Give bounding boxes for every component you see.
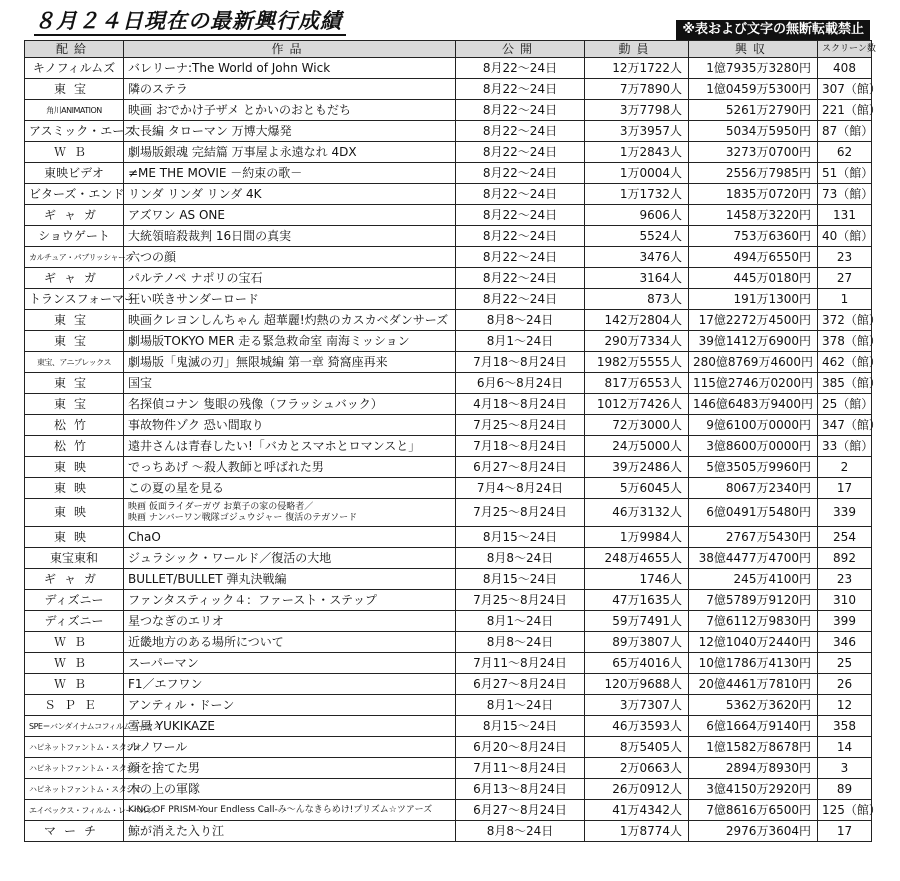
attendance-cell: 1012万7426人 [585,394,689,415]
table-row [25,653,872,674]
distributor-cell: ディズニー [25,590,124,611]
table-row [25,527,872,548]
table-body [25,58,881,842]
attendance-cell: 1746人 [585,569,689,590]
screens-cell: 347（館） [818,415,872,436]
period-cell: 8月1～24日 [456,695,585,716]
title-cell: F1／エフワン [124,674,456,695]
title-cell: 劇場版TOKYO MER 走る緊急救命室 南海ミッション [124,331,456,352]
screens-cell: 26 [818,674,872,695]
copyright-notice: ※表および文字の無断転載禁止 [676,20,870,40]
distributor-cell: ＷＢ [25,653,124,674]
title-cell: 顔を捨てた男 [124,758,456,779]
screens-cell: 462（館） [818,352,872,373]
title-line-2: 映画 ナンバーワン戦隊ゴジュウジャー 復活のテガソード [128,512,358,523]
period-cell: 7月25～8月24日 [456,590,585,611]
gross-cell: 7億8616万6500円 [689,800,818,821]
attendance-cell: 1万9984人 [585,527,689,548]
period-cell: 8月22～24日 [456,100,585,121]
table-row [25,352,872,373]
attendance-cell: 3164人 [585,268,689,289]
gross-cell: 5362万3620円 [689,695,818,716]
title-cell: 劇場版銀魂 完結篇 万事屋よ永遠なれ 4DX [124,142,456,163]
distributor-cell: ハピネットファントム・スタジオ [25,758,124,779]
table-row [25,499,872,527]
attendance-cell: 1万0004人 [585,163,689,184]
attendance-cell: 65万4016人 [585,653,689,674]
table-row [25,310,872,331]
distributor-cell: 東映 [25,527,124,548]
gross-cell: 191万1300円 [689,289,818,310]
screens-cell: 12 [818,695,872,716]
title-cell: 鯨が消えた入り江 [124,821,456,842]
gross-cell: 39億1412万6900円 [689,331,818,352]
screens-cell: 385（館） [818,373,872,394]
table-row [25,716,872,737]
title-cell: 映画クレヨンしんちゃん 超華麗!灼熱のカスカベダンサーズ [124,310,456,331]
period-cell: 7月11～8月24日 [456,758,585,779]
period-cell: 6月27～8月24日 [456,674,585,695]
period-cell: 6月6～8月24日 [456,373,585,394]
distributor-cell: ディズニー [25,611,124,632]
distributor-cell: ＷＢ [25,142,124,163]
screens-cell: 399 [818,611,872,632]
gross-cell: 6億0491万5480円 [689,499,818,527]
table-row [25,478,872,499]
table-row [25,373,872,394]
screens-cell: 125（館） [818,800,872,821]
table-row [25,695,872,716]
period-cell: 8月22～24日 [456,205,585,226]
screens-cell: 221（館） [818,100,872,121]
table-row [25,289,872,310]
table-row [25,590,872,611]
title-cell: この夏の星を見る [124,478,456,499]
title-cell: KING OF PRISM-Your Endless Call-み～んなきらめけ!プリズム☆ツアーズ [124,800,456,821]
col-title-header: 作品 [124,41,456,58]
gross-cell: 5034万5950円 [689,121,818,142]
gross-cell: 2767万5430円 [689,527,818,548]
title-cell: 木の上の軍隊 [124,779,456,800]
distributor-cell: ギャガ [25,205,124,226]
distributor-cell: 東宝東和 [25,548,124,569]
attendance-cell: 12万1722人 [585,58,689,79]
screens-cell: 307（館） [818,79,872,100]
title-cell: 事故物件ゾク 恐い間取り [124,415,456,436]
title-cell: 映画 おでかけ子ザメ とかいのおともだち [124,100,456,121]
distributor-cell: 東宝 [25,310,124,331]
title-cell: リンダ リンダ リンダ 4K [124,184,456,205]
attendance-cell: 3万3957人 [585,121,689,142]
gross-cell: 5億3505万9960円 [689,457,818,478]
attendance-cell: 72万3000人 [585,415,689,436]
screens-cell: 131 [818,205,872,226]
attendance-cell: 1982万5555人 [585,352,689,373]
table-row [25,331,872,352]
gross-cell: 115億2746万0200円 [689,373,818,394]
attendance-cell: 3476人 [585,247,689,268]
title-cell: バレリーナ:The World of John Wick [124,58,456,79]
distributor-cell: エイベックス・フィルム・レーベルズ [25,800,124,821]
table-row [25,611,872,632]
title-cell: ルノワール [124,737,456,758]
gross-cell: 280億8769万4600円 [689,352,818,373]
title-cell: BULLET/BULLET 弾丸決戦編 [124,569,456,590]
period-cell: 8月8～24日 [456,548,585,569]
gross-cell: 1458万3220円 [689,205,818,226]
distributor-cell: ビターズ・エンド [25,184,124,205]
screens-cell: 89 [818,779,872,800]
table-row [25,121,872,142]
distributor-cell: ハピネットファントム・スタジオ [25,779,124,800]
period-cell: 8月22～24日 [456,268,585,289]
table-row [25,163,872,184]
attendance-cell: 89万3807人 [585,632,689,653]
distributor-cell: 東映 [25,478,124,499]
title-cell: 名探偵コナン 隻眼の残像（フラッシュバック） [124,394,456,415]
attendance-cell: 248万4655人 [585,548,689,569]
title-cell: 六つの顔 [124,247,456,268]
screens-cell: 372（館） [818,310,872,331]
attendance-cell: 817万6553人 [585,373,689,394]
gross-cell: 753万6360円 [689,226,818,247]
gross-cell: 12億1040万2440円 [689,632,818,653]
table-header-row [25,41,872,58]
title-cell: ファンタスティック４：ファースト・ステップ [124,590,456,611]
gross-cell: 3億8600万0000円 [689,436,818,457]
attendance-cell: 47万1635人 [585,590,689,611]
distributor-cell: ギャガ [25,569,124,590]
distributor-cell: トランスフォーマー [25,289,124,310]
gross-cell: 3億4150万2920円 [689,779,818,800]
distributor-cell: 東宝 [25,394,124,415]
period-cell: 8月22～24日 [456,184,585,205]
gross-cell: 7億6112万9830円 [689,611,818,632]
distributor-cell: 東宝 [25,79,124,100]
title-cell: 近畿地方のある場所について [124,632,456,653]
period-cell: 8月1～24日 [456,611,585,632]
screens-cell: 17 [818,478,872,499]
attendance-cell: 7万7890人 [585,79,689,100]
screens-cell: 14 [818,737,872,758]
attendance-cell: 24万5000人 [585,436,689,457]
gross-cell: 17億2272万4500円 [689,310,818,331]
period-cell: 7月4～8月24日 [456,478,585,499]
table-row [25,737,872,758]
gross-cell: 20億4461万7810円 [689,674,818,695]
table-row [25,569,872,590]
screens-cell: 378（館） [818,331,872,352]
attendance-cell: 59万7491人 [585,611,689,632]
screens-cell: 23 [818,247,872,268]
screens-cell: 408 [818,58,872,79]
table-row [25,79,872,100]
distributor-cell: SPE＝バンダイナムコフィルムワークス [25,716,124,737]
distributor-cell: ＷＢ [25,674,124,695]
gross-cell: 8067万2340円 [689,478,818,499]
table-row [25,142,872,163]
title-cell: ChaO [124,527,456,548]
gross-cell: 1835万0720円 [689,184,818,205]
screens-cell: 25 [818,653,872,674]
screens-cell: 51（館） [818,163,872,184]
col-gross-header: 興収 [689,41,818,58]
attendance-cell: 3万7307人 [585,695,689,716]
table-row [25,226,872,247]
period-cell: 6月27～8月24日 [456,457,585,478]
period-cell: 7月18～8月24日 [456,352,585,373]
attendance-cell: 290万7334人 [585,331,689,352]
period-cell: 8月22～24日 [456,163,585,184]
screens-cell: 62 [818,142,872,163]
period-cell: 8月22～24日 [456,226,585,247]
period-cell: 8月15～24日 [456,569,585,590]
period-cell: 8月15～24日 [456,527,585,548]
gross-cell: 1億0459万5300円 [689,79,818,100]
gross-cell: 38億4477万4700円 [689,548,818,569]
attendance-cell: 41万4342人 [585,800,689,821]
table-row [25,779,872,800]
title-cell: 劇場版「鬼滅の刃」無限城編 第一章 猗窩座再来 [124,352,456,373]
table-row [25,821,872,842]
title-cell: スーパーマン [124,653,456,674]
title-cell: ≠ME THE MOVIE －約束の歌－ [124,163,456,184]
gross-cell: 2894万8930円 [689,758,818,779]
screens-cell: 2 [818,457,872,478]
attendance-cell: 46万3132人 [585,499,689,527]
period-cell: 8月8～24日 [456,821,585,842]
page-title: ８月２４日現在の最新興行成績 [34,8,346,36]
period-cell: 7月18～8月24日 [456,436,585,457]
screens-cell: 23 [818,569,872,590]
title-cell: 遠井さんは青春したい!「バカとスマホとロマンスと」 [124,436,456,457]
distributor-cell: 松竹 [25,436,124,457]
screens-cell: 25（館） [818,394,872,415]
period-cell: 6月13～8月24日 [456,779,585,800]
distributor-cell: ＳＰＥ [25,695,124,716]
title-line-1: 映画 仮面ライダーガヴ お菓子の家の侵略者／ [128,501,314,512]
screens-cell: 33（館） [818,436,872,457]
attendance-cell: 26万0912人 [585,779,689,800]
period-cell: 8月15～24日 [456,716,585,737]
table-row [25,800,872,821]
gross-cell: 3273万0700円 [689,142,818,163]
screens-cell: 310 [818,590,872,611]
attendance-cell: 873人 [585,289,689,310]
table-row [25,184,872,205]
gross-cell: 2556万7985円 [689,163,818,184]
screens-cell: 1 [818,289,872,310]
distributor-cell: 東宝 [25,331,124,352]
distributor-cell: ＷＢ [25,632,124,653]
distributor-cell: ハピネットファントム・スタジオ [25,737,124,758]
distributor-cell: 東宝、アニプレックス [25,352,124,373]
distributor-cell: 東映 [25,457,124,478]
attendance-cell: 9606人 [585,205,689,226]
gross-cell: 146億6483万9400円 [689,394,818,415]
table-row [25,674,872,695]
period-cell: 8月22～24日 [456,121,585,142]
distributor-cell: キノフィルムズ [25,58,124,79]
period-cell: 8月22～24日 [456,289,585,310]
box-office-table [24,40,881,842]
col-screens-header: スクリーン数 [818,41,872,58]
distributor-cell: ギャガ [25,268,124,289]
col-period-header: 公開 [456,41,585,58]
distributor-cell: 東宝 [25,373,124,394]
title-cell: 雪風 YUKIKAZE [124,716,456,737]
distributor-cell: マーチ [25,821,124,842]
screens-cell: 73（館） [818,184,872,205]
title-cell: でっちあげ ～殺人教師と呼ばれた男 [124,457,456,478]
attendance-cell: 8万5405人 [585,737,689,758]
title-cell [124,499,456,527]
period-cell: 8月22～24日 [456,142,585,163]
period-cell: 7月11～8月24日 [456,653,585,674]
gross-cell: 9億6100万0000円 [689,415,818,436]
period-cell: 6月20～8月24日 [456,737,585,758]
gross-cell: 5261万2790円 [689,100,818,121]
col-distributor-header: 配給 [25,41,124,58]
period-cell: 8月1～24日 [456,331,585,352]
table-row [25,632,872,653]
table-row [25,205,872,226]
distributor-cell: 東映 [25,499,124,527]
table-row [25,415,872,436]
title-cell: 狂い咲きサンダーロード [124,289,456,310]
table-row [25,268,872,289]
attendance-cell: 5万6045人 [585,478,689,499]
title-cell: 星つなぎのエリオ [124,611,456,632]
title-cell: 大統領暗殺裁判 16日間の真実 [124,226,456,247]
period-cell: 8月22～24日 [456,58,585,79]
screens-cell: 254 [818,527,872,548]
gross-cell: 245万4100円 [689,569,818,590]
table-row [25,436,872,457]
table-row [25,457,872,478]
distributor-cell: 角川ANIMATION [25,100,124,121]
report-header [24,6,870,40]
gross-cell: 2976万3604円 [689,821,818,842]
col-attendance-header: 動員 [585,41,689,58]
period-cell: 7月25～8月24日 [456,499,585,527]
table-row [25,394,872,415]
period-cell: 6月27～8月24日 [456,800,585,821]
screens-cell: 3 [818,758,872,779]
period-cell: 8月22～24日 [456,79,585,100]
screens-cell: 40（館） [818,226,872,247]
attendance-cell: 142万2804人 [585,310,689,331]
distributor-cell: ショウゲート [25,226,124,247]
period-cell: 4月18～8月24日 [456,394,585,415]
distributor-cell: 松竹 [25,415,124,436]
gross-cell: 1億1582万8678円 [689,737,818,758]
table-row [25,758,872,779]
distributor-cell: アスミック・エース [25,121,124,142]
table-row [25,247,872,268]
attendance-cell: 46万3593人 [585,716,689,737]
title-cell: アズワン AS ONE [124,205,456,226]
gross-cell: 10億1786万4130円 [689,653,818,674]
screens-cell: 358 [818,716,872,737]
screens-cell: 339 [818,499,872,527]
period-cell: 8月8～24日 [456,310,585,331]
title-cell: 隣のステラ [124,79,456,100]
gross-cell: 6億1664万9140円 [689,716,818,737]
attendance-cell: 3万7798人 [585,100,689,121]
period-cell: 8月22～24日 [456,247,585,268]
gross-cell: 494万6550円 [689,247,818,268]
table-row [25,100,872,121]
title-cell: パルテノペ ナポリの宝石 [124,268,456,289]
gross-cell: 445万0180円 [689,268,818,289]
gross-cell: 1億7935万3280円 [689,58,818,79]
screens-cell: 892 [818,548,872,569]
attendance-cell: 1万8774人 [585,821,689,842]
title-cell: 国宝 [124,373,456,394]
distributor-cell: 東映ビデオ [25,163,124,184]
screens-cell: 27 [818,268,872,289]
attendance-cell: 2万0663人 [585,758,689,779]
screens-cell: 87（館） [818,121,872,142]
period-cell: 7月25～8月24日 [456,415,585,436]
gross-cell: 7億5789万9120円 [689,590,818,611]
screens-cell: 346 [818,632,872,653]
title-cell: ジュラシック・ワールド／復活の大地 [124,548,456,569]
attendance-cell: 1万2843人 [585,142,689,163]
attendance-cell: 120万9688人 [585,674,689,695]
attendance-cell: 5524人 [585,226,689,247]
screens-cell: 17 [818,821,872,842]
table-row [25,548,872,569]
distributor-cell: カルチュア・パブリッシャーズ [25,247,124,268]
attendance-cell: 1万1732人 [585,184,689,205]
table-row [25,58,872,79]
attendance-cell: 39万2486人 [585,457,689,478]
period-cell: 8月8～24日 [456,632,585,653]
title-cell: アンティル・ドーン [124,695,456,716]
title-cell: 大長編 タローマン 万博大爆発 [124,121,456,142]
